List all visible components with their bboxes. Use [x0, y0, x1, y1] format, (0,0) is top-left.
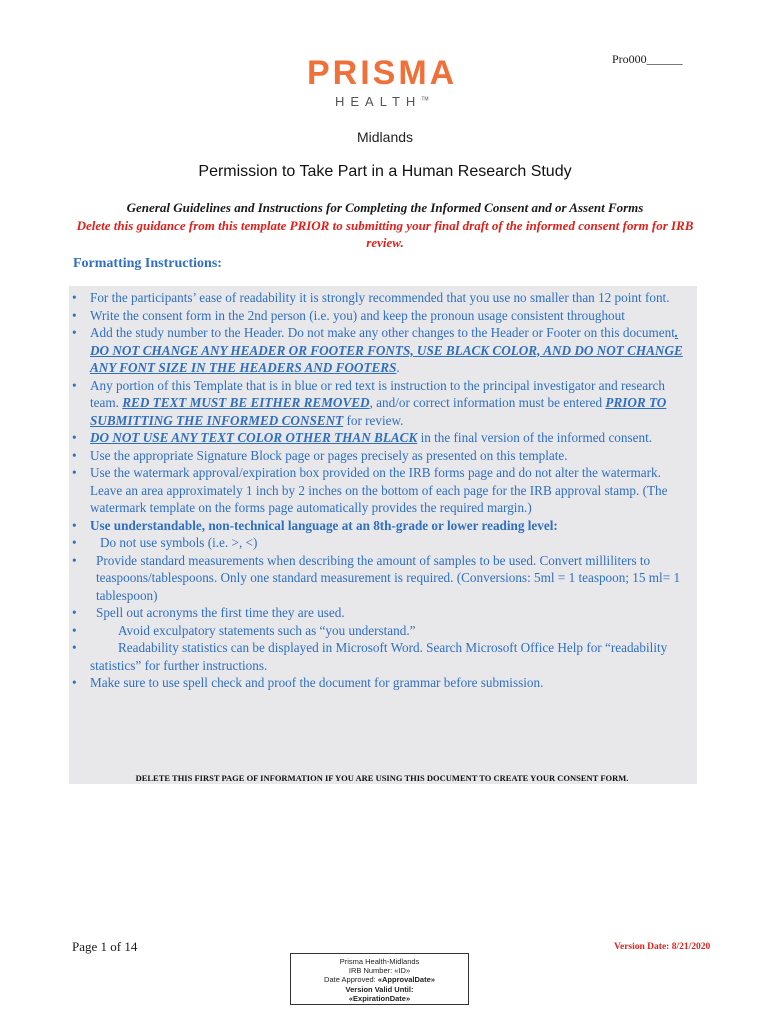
- list-item: • Write the consent form in the 2nd person (i.e. you) and keep the pronoun usage consistent throughout: [72, 307, 625, 323]
- list-item: • Do not use symbols (i.e. >, <): [72, 535, 258, 550]
- list-item: • Spell out acronyms the first time they are used.: [72, 605, 345, 620]
- formatting-instructions-list: [70, 289, 694, 692]
- list-item: • Make sure to use spell check and proof the document for grammar before submission.: [72, 675, 544, 690]
- version-date: Version Date: 8/21/2020: [614, 942, 711, 952]
- irb-approval-date: Date Approved: «ApprovalDate»: [324, 975, 435, 985]
- list-item: • Use the watermark approval/expiration box provided on the IRB forms page and do not alter the watermark. Leave an area approximately 1 inch by 2 inches on the bottom of each page for the IRB approval stamp. (The watermark template on the forms page automatically provides the required margin.): [72, 465, 668, 515]
- irb-valid-until-label: Version Valid Until:: [345, 984, 414, 994]
- irb-site: Prisma Health-Midlands: [339, 957, 420, 966]
- formatting-heading: Formatting Instructions:: [73, 256, 222, 271]
- list-item: • Use the appropriate Signature Block page or pages precisely as presented on this template.: [72, 447, 568, 463]
- page-title: Permission to Take Part in a Human Research Study: [198, 163, 572, 180]
- irb-number: IRB Number: «ID»: [348, 966, 411, 976]
- guidance-heading-block: [70, 199, 700, 252]
- list-item: • Readability statistics can be displayed in Microsoft Word. Search Microsoft Office Help for “readability statistics” for further instructions.: [72, 640, 668, 673]
- list-item: • Use understandable, non-technical language at an 8th-grade or lower reading level:: [72, 517, 558, 533]
- list-item: • Add the study number to the Header. Do not make any other changes to the Header or Footer on this document. DO NOT CHANGE ANY HEADER OR FOOTER FONTS, USE BLACK COLOR, AND DO NOT CHANGE ANY FONT SIZE IN THE HEADERS AND FOOTERS.: [72, 325, 683, 375]
- guidance-warning: Delete this guidance from this template PRIOR to submitting your final draft of the informed consent form for IRB review.: [76, 217, 694, 250]
- list-item: • Avoid exculpatory statements such as “you understand.”: [72, 622, 416, 638]
- list-item: • Any portion of this Template that is in blue or red text is instruction to the principal investigator and research team. RED TEXT MUST BE EITHER REMOVED, and/or correct information must be entered PRIOR TO SUBMITTING THE INFORMED CONSENT for review.: [72, 377, 667, 428]
- guidance-heading: General Guidelines and Instructions for Completing the Informed Consent and or Assent Forms: [126, 200, 644, 215]
- irb-watermark-box: [290, 953, 469, 1005]
- logo-subtext: HEALTH™: [335, 94, 429, 109]
- protocol-number: Pro000______: [612, 52, 683, 66]
- logo-wordmark: PRISMA: [307, 54, 458, 92]
- list-item: • For the participants’ ease of readability it is strongly recommended that you use no smaller than 12 point font.: [72, 290, 670, 305]
- irb-expiration-date: «ExpirationDate»: [348, 993, 411, 1003]
- page-number: Page 1 of 14: [72, 939, 138, 954]
- delete-page-note: DELETE THIS FIRST PAGE OF INFORMATION IF YOU ARE USING THIS DOCUMENT TO CREATE YOUR CONSENT FORM.: [135, 773, 629, 783]
- list-item: • DO NOT USE ANY TEXT COLOR OTHER THAN BLACK in the final version of the informed consent.: [72, 430, 653, 445]
- prisma-health-logo: [305, 55, 465, 113]
- list-item: • Provide standard measurements when describing the amount of samples to be used. Convert milliliters to teaspoons/tablespoons. Only one standard measurement is required. (Conversions: 5ml = 1 teaspoon; 15 ml= 1 tablespoon): [72, 552, 681, 603]
- region-label: Midlands: [356, 129, 414, 145]
